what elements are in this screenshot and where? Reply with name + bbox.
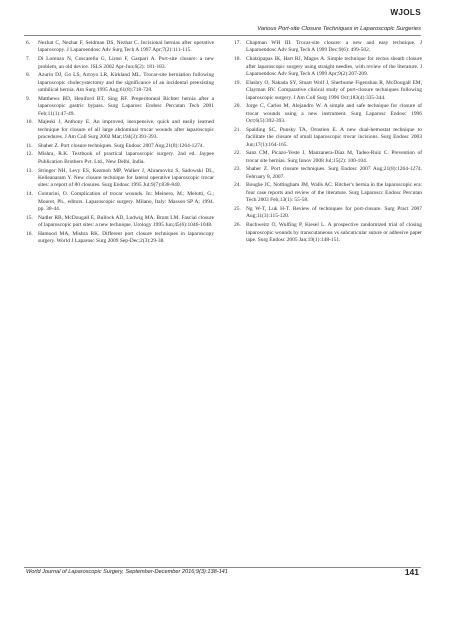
reference-text: Jorge C, Carlos M, Alejandro W. A simple and safe technique for closure of trocar wounds using a new instrument. Surg Laparosc Endosc 1996 Oct;6(5):392-393. — [246, 103, 422, 125]
reference-item — [234, 56, 422, 78]
reference-number: 11. — [26, 142, 33, 149]
reference-item — [234, 40, 422, 55]
reference-text: Shaher Z. Port closure techniques. Surg Endosc 2007 Aug;21(8):1264-1274. February 8, 2007. — [246, 166, 422, 180]
header-rule — [24, 35, 421, 36]
reference-item — [26, 40, 214, 55]
reference-text: Chapman WH III. Trocar-site closure: a new and easy technique. J Laparoendosc Adv Surg Tech A 1999 Dec;9(6): 499-502. — [246, 40, 422, 54]
reference-item — [26, 191, 214, 213]
reference-text: Nezhat C, Nezhat F, Seidman DS, Nezhat C. Incisional hernias after operative laparoscopy. J Laparoendosc Adv Surg Tech A 1997 Apr;7(2):111-115. — [38, 40, 214, 54]
footer-citation: World Journal of Laparoscopic Surgery, September-December 2016;9(3):138-141 — [26, 569, 228, 575]
journal-abbreviation: WJOLS — [390, 8, 421, 17]
reference-text: Ng W-T, Luk H-T. Review of techniques for port-closure. Surg Pract 2007 Aug;11(3):115-120. — [246, 206, 422, 220]
reference-item — [234, 222, 422, 244]
reference-text: Chatzipapas IK, Hart RJ, Magos A. Simple technique for rectus sheath closure after laparoscopic surgery using straight needles, with review of the literature. J Laparoendosc Adv Surg Tech A 1999 Apr;9(2):207-209. — [246, 56, 422, 77]
reference-item — [26, 143, 214, 150]
reference-number: 18. — [234, 56, 241, 63]
reference-item — [26, 119, 214, 141]
reference-number: 16. — [26, 230, 33, 237]
reference-text: Matthews BD, Heniford BT, Sing RF. Preperitoneal Richter hernia after a laparoscopic gastric bypass. Surg Laparosc Endosc Percutan Tech 2001 Feb;11(1):47-49. — [38, 95, 214, 117]
reference-text: Azurin DJ, Go LS, Arroyo LR, Kirkland ML. Trocar-site herniation following laparoscopic cholecystectomy and the significance of an incidental preexisting umbilical hernia. Am Surg 1995 Aug;61(8):718-720. — [38, 72, 214, 94]
reference-number: 14. — [26, 191, 33, 198]
reference-item — [26, 231, 214, 246]
references-left-column — [26, 40, 214, 247]
reference-text: Conturini, O. Complication of trocar wounds. In: Meinero, M.; Melotti, G.; Mouret, Ph., editors. Laparoscopic surgery. Milano, Italy: Masson SP A; 1994. pp. 38-44. — [38, 191, 214, 213]
reference-item — [26, 96, 214, 118]
running-title: Various Port-site Closure Techniques in Laparoscopic Surgeries — [257, 26, 421, 32]
references-right-column — [234, 40, 422, 246]
reference-number: 21. — [234, 126, 241, 133]
reference-number: 23. — [234, 166, 241, 173]
reference-item — [234, 80, 422, 102]
reference-item — [234, 150, 422, 165]
reference-item — [234, 182, 422, 204]
reference-number: 10. — [26, 119, 33, 126]
reference-number: 9. — [26, 95, 31, 102]
reference-number: 19. — [234, 79, 241, 86]
reference-number: 17. — [234, 40, 241, 46]
reference-item — [234, 206, 422, 221]
page-number: 141 — [404, 567, 419, 577]
reference-item — [26, 72, 214, 94]
reference-number: 22. — [234, 150, 241, 157]
reference-number: 24. — [234, 182, 241, 189]
reference-number: 26. — [234, 222, 241, 229]
reference-item — [26, 151, 214, 166]
reference-number: 20. — [234, 103, 241, 110]
reference-number: 6. — [26, 40, 31, 46]
reference-number: 7. — [26, 56, 31, 63]
reference-text: Spalding SC, Punsky TA, Ornstien E. A new dual-hemostat technique to facilitate the closure of small laparoscopic trocar incisions. Surg Endosc 2003 Jun;17(1):164-165. — [246, 126, 422, 148]
reference-number: 25. — [234, 206, 241, 213]
reference-text: Stringer NH, Levy ES, Kezmoh MP, Walker J, Abramovitz S, Sadowski DL, Kelleanaram Y. New closure technique for lateral operative laparoscopic trocar sites: a report of 80 closures. Surg Endosc 1995 Jul;9(7):838-840. — [38, 167, 214, 189]
reference-text: Majeski J, Anthony E. An improved, inexpensive, quick and easily learned technique for closure of all large abdominal trocar wounds after laparoscopic procedures. J Am Coll Surg 2002 Mar;194(3):391-393. — [38, 119, 214, 141]
reference-text: Sanz CM, Picazo-Yeste J, Manzanera-Díaz M, Tadeo-Ruiz C. Prevention of trocar site hernias. Surg Innov 2008 Jul;15(2): 100-104. — [246, 150, 422, 164]
reference-item — [26, 56, 214, 71]
reference-text: Mishra, R.K. Textbook of practical laparoscopic surgery. 2nd ed. Jaypee Publication Brothers Pvt. Ltd., New Delhi, India. — [38, 151, 214, 165]
footer-rule — [24, 567, 421, 568]
reference-item — [234, 127, 422, 149]
reference-number: 12. — [26, 151, 33, 158]
reference-item — [234, 166, 422, 181]
reference-text: Hamood MA, Mishra RK. Different port closure techniques in laparoscopy surgery. World J Laparosc Surg 2009 Sep-Dec;2(3):29-38. — [38, 230, 214, 245]
reference-number: 8. — [26, 72, 31, 79]
reference-text: Buchweitz O, Wulfing P, Kiesel L. A prospective randomized trial of closing laparoscopic wounds by transcutaneous vs subcuticular suture or adhesive paper tape. Surg Endosc 2005 Jan;19(1):148-151. — [246, 222, 422, 244]
reference-text: Boughe JC, Nottingham JM, Walls AC. Ritcher's hernia in the laparoscopic era: four case reports and review of the literature. Surg Laparoscc Endosc Percutan Tech 2003 Feb;13(1): 55-58. — [246, 182, 422, 204]
reference-number: 15. — [26, 214, 33, 221]
reference-text: Nadler RB, McDougall E, Bullock AD, Ludwig MA, Brunt LM. Fascial closure of laparoscopic port sites: a new technique. Urology 1995 Jun;45(6):1046-1048. — [38, 214, 214, 229]
reference-number: 13. — [26, 167, 33, 174]
reference-text: Shaher Z. Port closure techniques. Surg Endosc 2007 Aug;21(8):1264-1274. — [38, 142, 204, 149]
reference-item — [234, 103, 422, 125]
reference-text: Di Lorenzo N, Coscarella G, Lirosi F, Gaspari A. Port-site closure: a new problem, an old device. JSLS 2002 Apr-Jun;6(2): 181-183. — [38, 56, 214, 70]
reference-item — [26, 215, 214, 230]
reference-text: Elashry O, Nakada SY, Stuart Wolf J, Sherburne Figenshau R, McDougall EM, Clayman RV. Comparative clinical study of port-closure techniques following laparoscopic surgery. J Am Coll Surg 1996 Oct;183(4):335-344. — [246, 79, 422, 101]
reference-item — [26, 168, 214, 190]
